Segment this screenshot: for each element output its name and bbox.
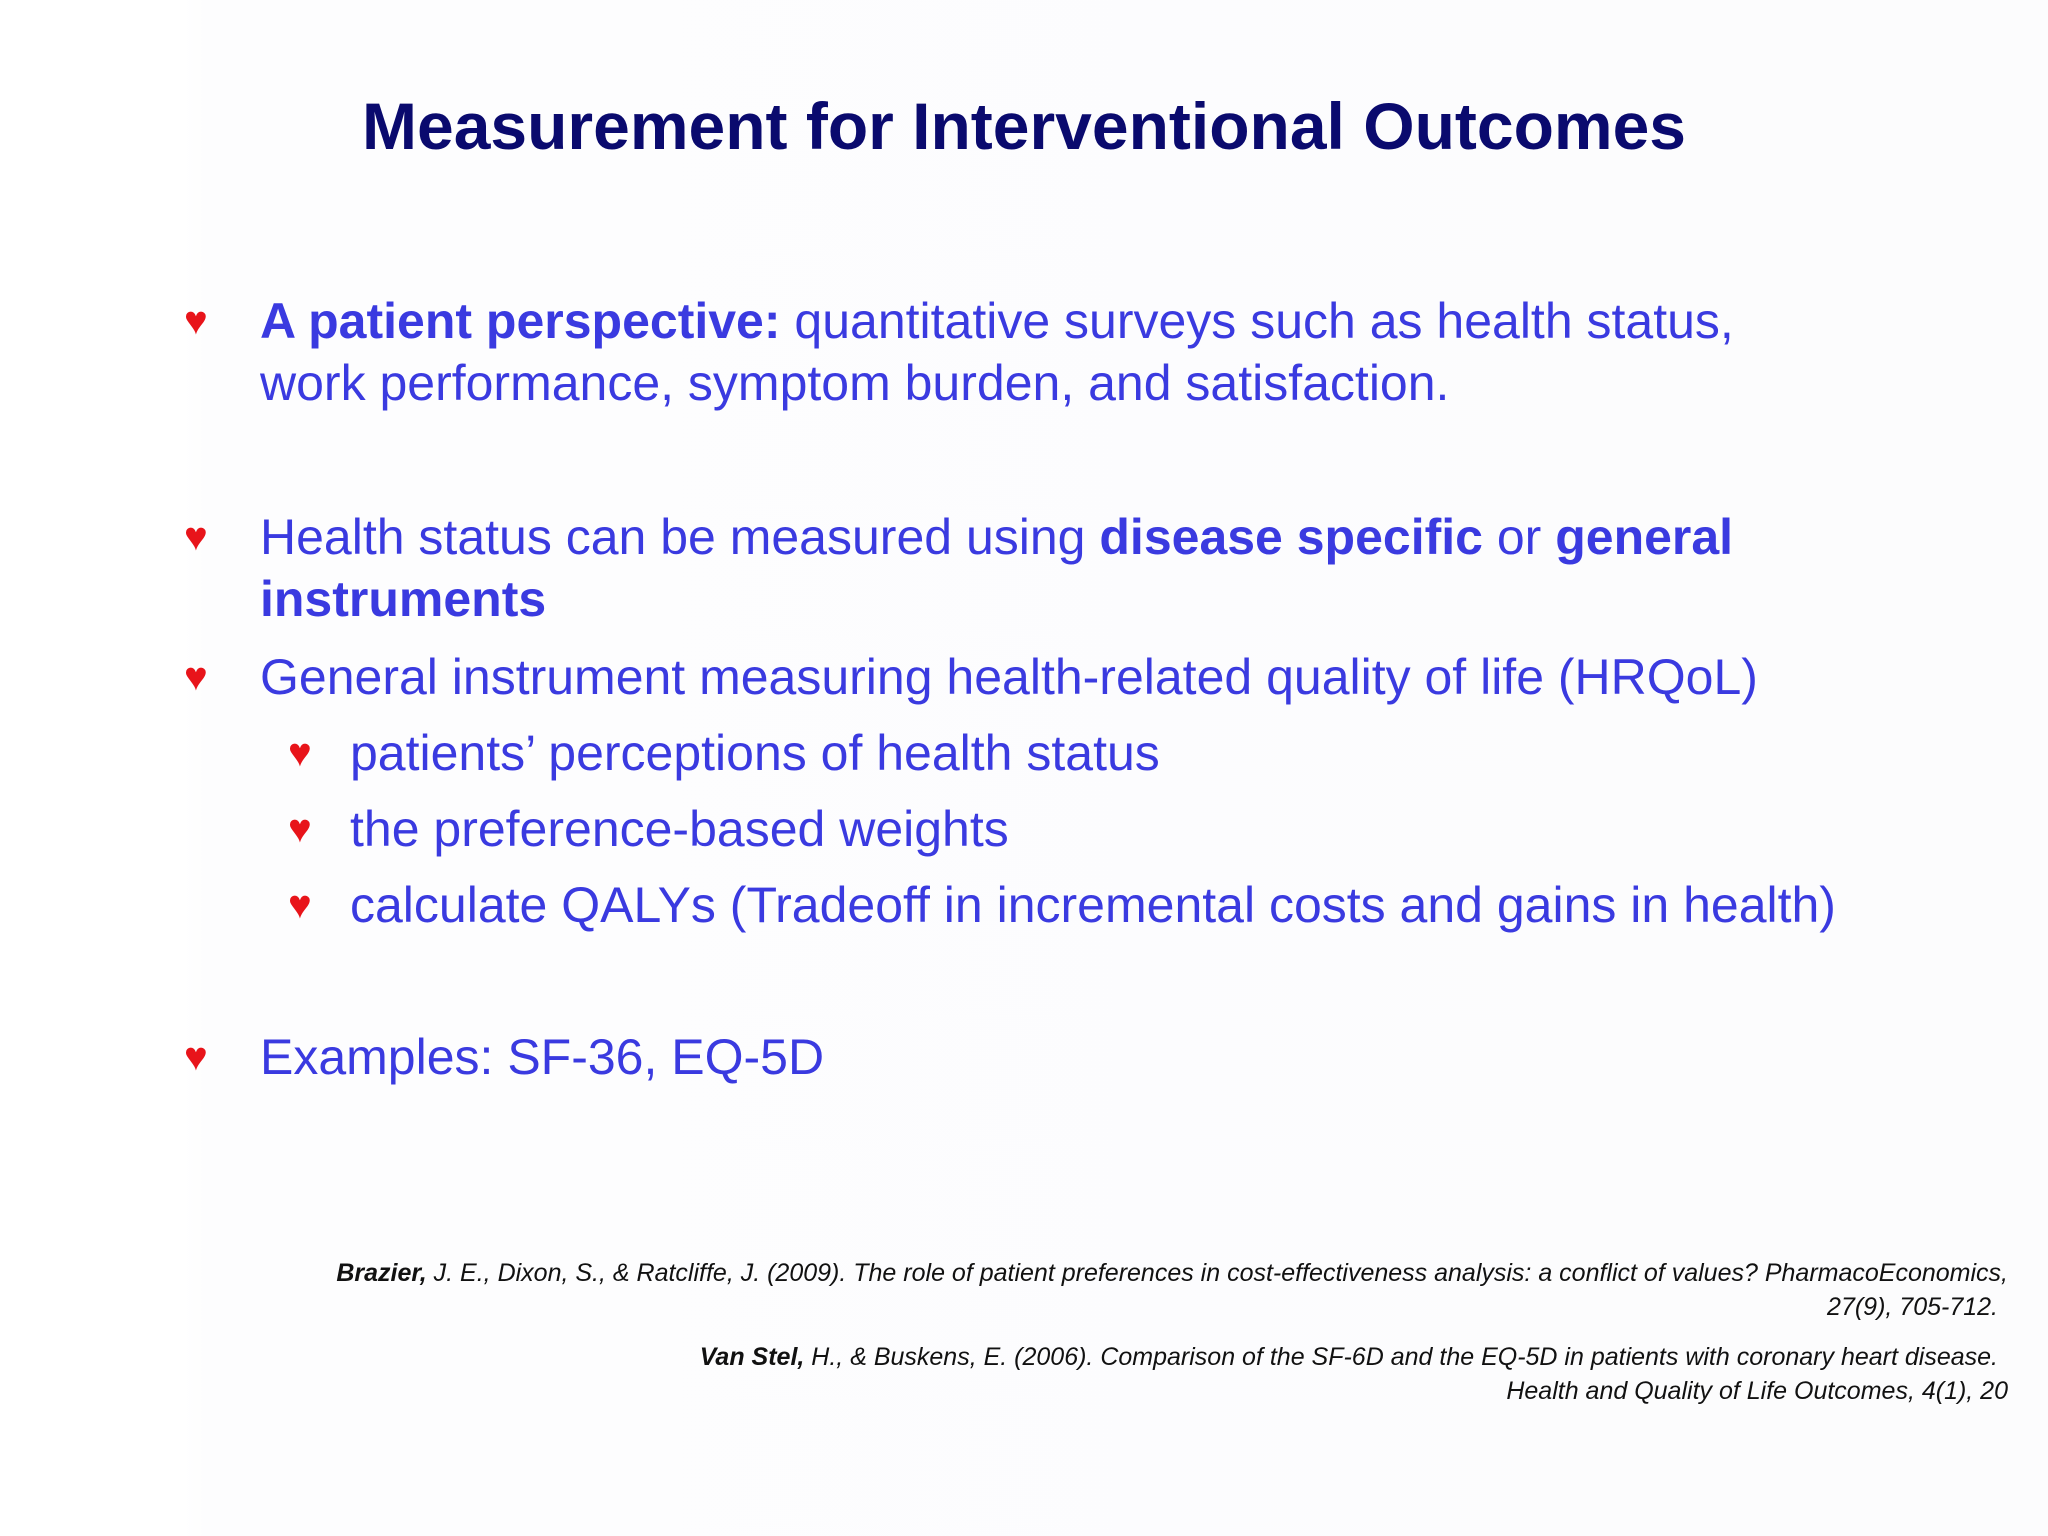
reference-line: 27(9), 705-712. <box>1827 1293 1998 1321</box>
heart-sub-bullet-icon: ♥ <box>288 883 312 927</box>
heart-bullet-icon: ♥ <box>184 515 208 559</box>
sub-bullet-qalys: calculate QALYs (Tradeoff in incremental costs and gains in health) <box>350 877 1836 933</box>
heart-bullet-icon: ♥ <box>184 655 208 699</box>
bullet-bold-general-instruments: general instruments <box>260 509 1734 627</box>
heart-bullet-icon: ♥ <box>184 299 208 343</box>
bullet-general-instrument: General instrument measuring health-related quality of life (HRQoL) <box>260 649 1758 705</box>
heart-bullet-icon: ♥ <box>184 1035 208 1079</box>
reference-line <box>28 1340 2008 1374</box>
bullet-examples: Examples: SF-36, EQ-5D <box>260 1029 825 1085</box>
bullet-health-status <box>260 506 1820 630</box>
reference-author: Brazier, <box>336 1259 427 1287</box>
bullet-bold-lead: A patient perspective: <box>260 293 781 349</box>
slide-title: Measurement for Interventional Outcomes <box>362 89 1686 163</box>
sub-bullet-perceptions: patients’ perceptions of health status <box>350 725 1160 781</box>
bullet-patient-perspective <box>260 290 1820 414</box>
bullet-text: quantitative surveys such as health status, work performance, symptom burden, and satisfaction. <box>260 293 1734 411</box>
reference-text: H., & Buskens, E. (2006). Comparison of the SF-6D and the EQ-5D in patients with coronary heart disease. <box>804 1343 1998 1371</box>
heart-sub-bullet-icon: ♥ <box>288 731 312 775</box>
reference-brazier <box>28 1256 2008 1324</box>
bullet-bold-disease-specific: disease specific <box>1099 509 1483 565</box>
reference-line: Health and Quality of Life Outcomes, 4(1), 20 <box>1506 1377 2008 1405</box>
heart-sub-bullet-icon: ♥ <box>288 807 312 851</box>
reference-author: Van Stel, <box>699 1343 805 1371</box>
bullet-text: Health status can be measured using <box>260 509 1100 565</box>
bullet-text: or <box>1482 509 1556 565</box>
reference-text: J. E., Dixon, S., & Ratcliffe, J. (2009). The role of patient preferences in cost-effectiveness analysis: a conflict of values? PharmacoEconomics, <box>426 1259 2008 1287</box>
reference-line <box>28 1256 2008 1290</box>
sub-bullet-weights: the preference-based weights <box>350 801 1009 857</box>
reference-van-stel <box>28 1340 2008 1408</box>
